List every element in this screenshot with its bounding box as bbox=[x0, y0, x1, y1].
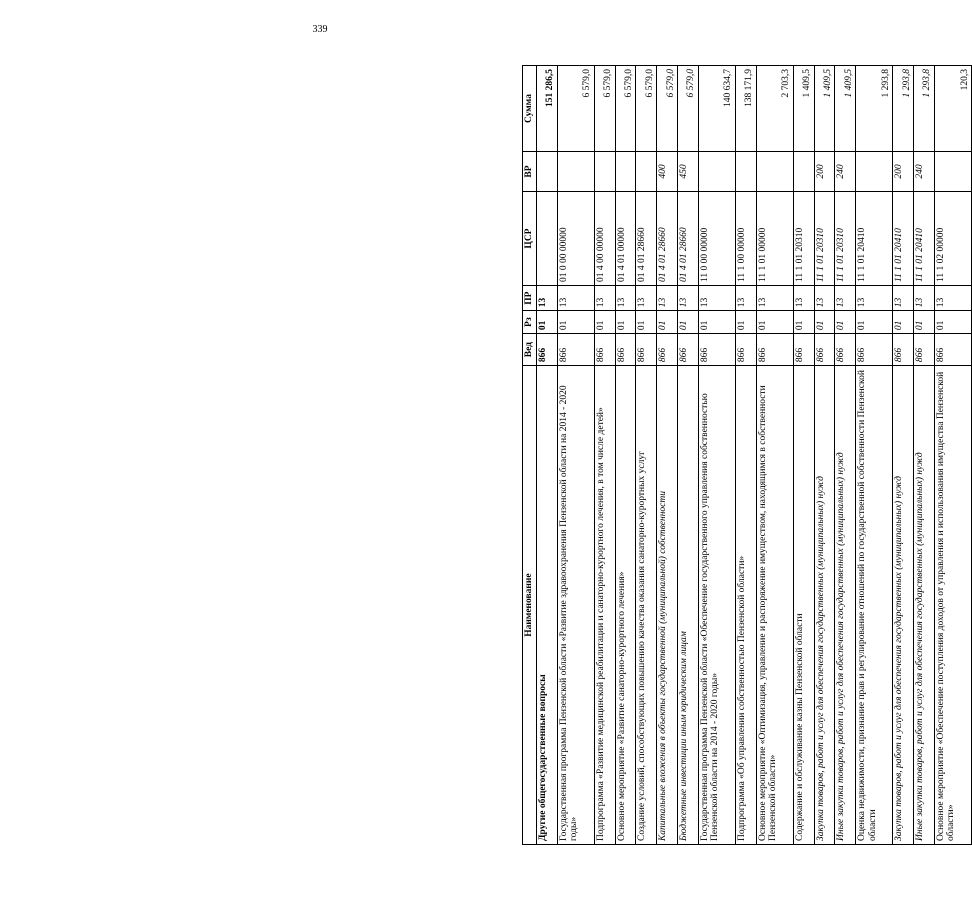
cell-rz: 01 bbox=[698, 311, 735, 334]
cell-pr: 13 bbox=[856, 286, 893, 311]
cell-name: Закупка товаров, работ и услуг для обеспечения государственных (муниципальных) нужд bbox=[893, 366, 914, 845]
cell-rz: 01 bbox=[615, 311, 636, 334]
cell-name: Основное мероприятие «Развитие санаторно-курортного лечения» bbox=[615, 366, 636, 845]
cell-sum: 1 409,5 bbox=[814, 66, 835, 152]
table-row bbox=[793, 66, 814, 845]
cell-vr: 200 bbox=[814, 151, 835, 191]
cell-ved: 866 bbox=[678, 334, 699, 366]
cell-pr: 13 bbox=[893, 286, 914, 311]
cell-sum: 6 579,0 bbox=[636, 66, 657, 152]
table-row bbox=[735, 66, 756, 845]
cell-pr: 13 bbox=[557, 286, 594, 311]
cell-sum: 6 579,0 bbox=[594, 66, 615, 152]
cell-name: Подпрограмма «Об управлении собственностью Пензенской области» bbox=[735, 366, 756, 845]
header-name: Наименование bbox=[523, 366, 537, 845]
cell-sum: 1 293,8 bbox=[856, 66, 893, 152]
cell-sum: 6 579,0 bbox=[657, 66, 678, 152]
table-row bbox=[678, 66, 699, 845]
table-row bbox=[615, 66, 636, 845]
cell-rz: 01 bbox=[835, 311, 856, 334]
table-row bbox=[893, 66, 914, 845]
cell-csr: 01 0 00 00000 bbox=[557, 192, 594, 286]
table-row bbox=[914, 66, 935, 845]
rotated-table-container bbox=[522, 65, 972, 845]
cell-pr: 13 bbox=[698, 286, 735, 311]
cell-rz: 01 bbox=[537, 311, 558, 334]
cell-rz: 01 bbox=[893, 311, 914, 334]
cell-rz: 01 bbox=[793, 311, 814, 334]
cell-ved: 866 bbox=[537, 334, 558, 366]
cell-sum: 138 171,9 bbox=[735, 66, 756, 152]
cell-csr: 01 4 01 28660 bbox=[636, 192, 657, 286]
cell-ved: 866 bbox=[636, 334, 657, 366]
table-row bbox=[856, 66, 893, 845]
cell-sum: 1 409,5 bbox=[793, 66, 814, 152]
cell-ved: 866 bbox=[814, 334, 835, 366]
cell-rz: 01 bbox=[934, 311, 971, 334]
cell-vr bbox=[537, 151, 558, 191]
cell-sum: 1 293,8 bbox=[914, 66, 935, 152]
cell-rz: 01 bbox=[657, 311, 678, 334]
header-csr: ЦСР bbox=[523, 192, 537, 286]
cell-name: Иные закупки товаров, работ и услуг для обеспечения государственных (муниципальных) нужд bbox=[835, 366, 856, 845]
cell-vr: 400 bbox=[657, 151, 678, 191]
cell-name: Содержание и обслуживание казны Пензенской области bbox=[793, 366, 814, 845]
cell-sum: 151 286,5 bbox=[537, 66, 558, 152]
cell-vr bbox=[934, 151, 971, 191]
cell-name: Подпрограмма «Развитие медицинской реабилитации и санаторно-курортного лечения, в том числе детей» bbox=[594, 366, 615, 845]
cell-pr: 13 bbox=[678, 286, 699, 311]
cell-name: Другие общегосударственные вопросы bbox=[537, 366, 558, 845]
cell-csr: 11 1 01 20310 bbox=[814, 192, 835, 286]
cell-name: Государственная программа Пензенской области «Развитие здравоохранения Пензенской области на 2014 - 2020 годы» bbox=[557, 366, 594, 845]
cell-sum: 1 293,8 bbox=[893, 66, 914, 152]
cell-csr: 11 1 01 20410 bbox=[856, 192, 893, 286]
cell-sum: 1 409,5 bbox=[835, 66, 856, 152]
cell-csr bbox=[537, 192, 558, 286]
cell-sum: 120,3 bbox=[934, 66, 971, 152]
cell-vr bbox=[793, 151, 814, 191]
cell-vr bbox=[636, 151, 657, 191]
cell-ved: 866 bbox=[914, 334, 935, 366]
cell-pr: 13 bbox=[835, 286, 856, 311]
cell-csr: 11 1 00 00000 bbox=[735, 192, 756, 286]
table-row bbox=[636, 66, 657, 845]
cell-name: Государственная программа Пензенской области «Обеспечение государственного управления собственностью Пензенской области на 2014 - 2020 годы» bbox=[698, 366, 735, 845]
cell-vr: 240 bbox=[835, 151, 856, 191]
cell-csr: 01 4 01 28660 bbox=[678, 192, 699, 286]
cell-csr: 11 1 01 20410 bbox=[893, 192, 914, 286]
cell-ved: 866 bbox=[756, 334, 793, 366]
cell-ved: 866 bbox=[793, 334, 814, 366]
cell-csr: 01 4 01 28660 bbox=[657, 192, 678, 286]
cell-csr: 01 4 00 00000 bbox=[594, 192, 615, 286]
cell-rz: 01 bbox=[557, 311, 594, 334]
table-row bbox=[814, 66, 835, 845]
cell-ved: 866 bbox=[557, 334, 594, 366]
header-sum: Сумма bbox=[523, 66, 537, 152]
cell-pr: 13 bbox=[793, 286, 814, 311]
cell-sum: 6 579,0 bbox=[615, 66, 636, 152]
table-body bbox=[537, 66, 972, 845]
cell-ved: 866 bbox=[698, 334, 735, 366]
cell-pr: 13 bbox=[594, 286, 615, 311]
table-row bbox=[756, 66, 793, 845]
cell-ved: 866 bbox=[657, 334, 678, 366]
cell-csr: 11 1 01 20310 bbox=[835, 192, 856, 286]
header-ved: Вед bbox=[523, 334, 537, 366]
header-rz: Рз bbox=[523, 311, 537, 334]
cell-pr: 13 bbox=[735, 286, 756, 311]
table-row bbox=[835, 66, 856, 845]
cell-csr: 01 4 01 00000 bbox=[615, 192, 636, 286]
cell-vr bbox=[735, 151, 756, 191]
table-row bbox=[657, 66, 678, 845]
cell-rz: 01 bbox=[636, 311, 657, 334]
cell-name: Оценка недвижимости, признание прав и регулирование отношений по государственной собственности Пензенской области bbox=[856, 366, 893, 845]
cell-pr: 13 bbox=[636, 286, 657, 311]
cell-rz: 01 bbox=[856, 311, 893, 334]
cell-vr bbox=[594, 151, 615, 191]
cell-pr: 13 bbox=[934, 286, 971, 311]
cell-name: Закупка товаров, работ и услуг для обеспечения государственных (муниципальных) нужд bbox=[814, 366, 835, 845]
cell-vr bbox=[698, 151, 735, 191]
cell-name: Основное мероприятие «Обеспечение поступления доходов от управления и использования имущества Пензенской области» bbox=[934, 366, 971, 845]
cell-pr: 13 bbox=[537, 286, 558, 311]
cell-name: Бюджетные инвестиции иным юридическим лицам bbox=[678, 366, 699, 845]
cell-pr: 13 bbox=[814, 286, 835, 311]
table-header-row bbox=[523, 66, 537, 845]
table-row bbox=[537, 66, 558, 845]
cell-ved: 866 bbox=[893, 334, 914, 366]
cell-vr bbox=[756, 151, 793, 191]
table-row bbox=[557, 66, 594, 845]
cell-vr bbox=[557, 151, 594, 191]
cell-csr: 11 1 01 20410 bbox=[914, 192, 935, 286]
header-pr: ПР bbox=[523, 286, 537, 311]
cell-name: Создание условий, способствующих повышению качества оказания санаторно-курортных услуг bbox=[636, 366, 657, 845]
cell-vr bbox=[615, 151, 636, 191]
cell-ved: 866 bbox=[594, 334, 615, 366]
cell-rz: 01 bbox=[814, 311, 835, 334]
cell-ved: 866 bbox=[615, 334, 636, 366]
cell-pr: 13 bbox=[914, 286, 935, 311]
cell-pr: 13 bbox=[657, 286, 678, 311]
cell-ved: 866 bbox=[835, 334, 856, 366]
cell-csr: 11 1 01 00000 bbox=[756, 192, 793, 286]
cell-vr: 450 bbox=[678, 151, 699, 191]
cell-name: Капитальные вложения в объекты государственной (муниципальной) собственности bbox=[657, 366, 678, 845]
header-vr: ВР bbox=[523, 151, 537, 191]
cell-pr: 13 bbox=[615, 286, 636, 311]
cell-vr: 200 bbox=[893, 151, 914, 191]
cell-sum: 6 579,0 bbox=[557, 66, 594, 152]
table-row bbox=[594, 66, 615, 845]
cell-rz: 01 bbox=[594, 311, 615, 334]
cell-sum: 6 579,0 bbox=[678, 66, 699, 152]
cell-csr: 11 0 00 00000 bbox=[698, 192, 735, 286]
cell-csr: 11 1 01 20310 bbox=[793, 192, 814, 286]
table-row bbox=[698, 66, 735, 845]
cell-vr bbox=[856, 151, 893, 191]
cell-pr: 13 bbox=[756, 286, 793, 311]
cell-vr: 240 bbox=[914, 151, 935, 191]
cell-ved: 866 bbox=[856, 334, 893, 366]
table-row bbox=[934, 66, 971, 845]
budget-table bbox=[522, 65, 972, 845]
cell-sum: 2 703,3 bbox=[756, 66, 793, 152]
cell-name: Основное мероприятие «Оптимизация, управление и распоряжение имуществом, находящимся в собственности Пензенской области» bbox=[756, 366, 793, 845]
cell-rz: 01 bbox=[735, 311, 756, 334]
cell-ved: 866 bbox=[735, 334, 756, 366]
cell-sum: 140 634,7 bbox=[698, 66, 735, 152]
cell-name: Иные закупки товаров, работ и услуг для обеспечения государственных (муниципальных) нужд bbox=[914, 366, 935, 845]
cell-csr: 11 1 02 00000 bbox=[934, 192, 971, 286]
cell-rz: 01 bbox=[756, 311, 793, 334]
cell-rz: 01 bbox=[678, 311, 699, 334]
page-number: 339 bbox=[312, 24, 328, 35]
cell-ved: 866 bbox=[934, 334, 971, 366]
cell-rz: 01 bbox=[914, 311, 935, 334]
